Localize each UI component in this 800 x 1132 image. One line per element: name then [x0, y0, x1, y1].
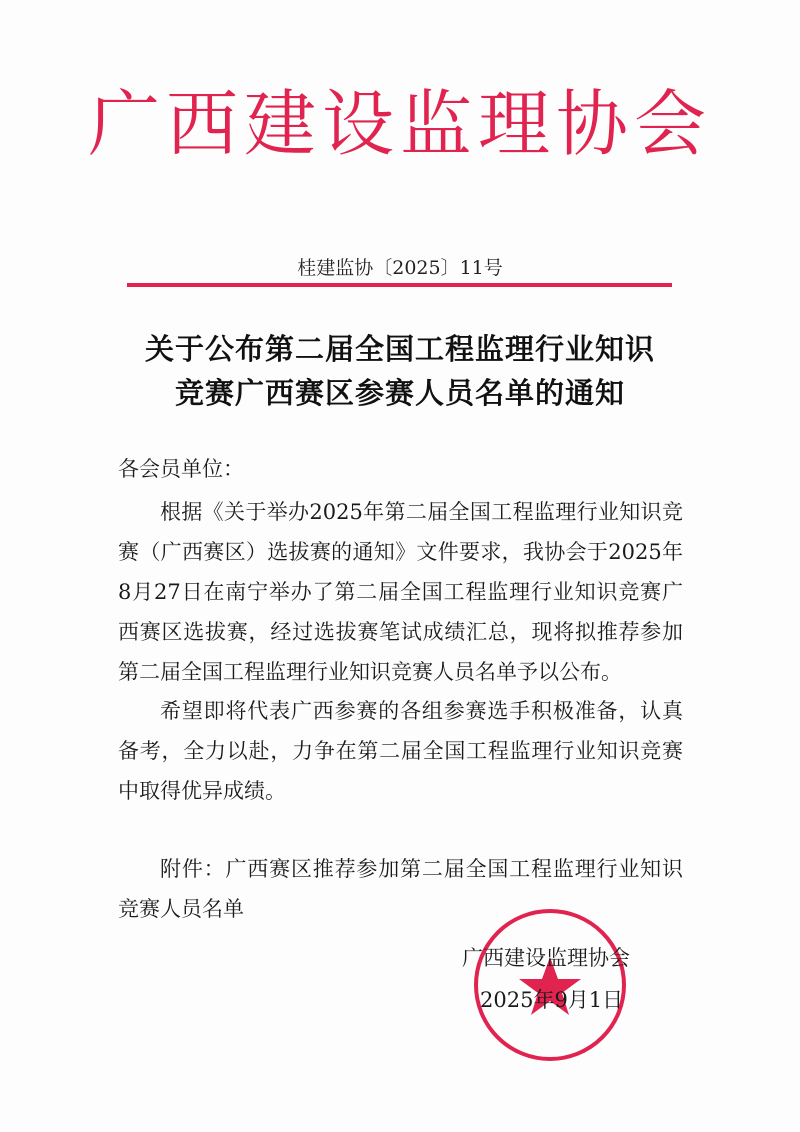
- body-paragraph-2: 希望即将代表广西参赛的各组参赛选手积极准备，认真备考，全力以赴，力争在第二届全国工程监理行业知识竞赛中取得优异成绩。: [118, 699, 683, 803]
- document-title: [100, 327, 700, 415]
- title-line-2: 竞赛广西赛区参赛人员名单的通知: [174, 376, 625, 410]
- signature-organization: 广西建设监理协会: [462, 946, 630, 970]
- body-paragraph-1: 根据《关于举办2025年第二届全国工程监理行业知识竞赛（广西赛区）选拔赛的通知》文件要求，我协会于2025年8月27日在南宁举办了第二届全国工程监理行业知识竞赛广西赛区选拔赛，经过选拔赛笔试成绩汇总，现将拟推荐参加第二届全国工程监理行业知识竞赛人员名单予以公布。: [118, 500, 683, 684]
- signature-date: 2025年9月1日: [480, 988, 624, 1012]
- salutation: 各会员单位：: [118, 457, 244, 481]
- title-line-1: 关于公布第二届全国工程监理行业知识: [144, 332, 655, 366]
- letterhead-divider: [127, 283, 672, 287]
- document-number: 桂建监协〔2025〕11号: [297, 257, 503, 279]
- attachment-note: 附件：广西赛区推荐参加第二届全国工程监理行业知识竞赛人员名单: [118, 857, 683, 921]
- organization-letterhead: 广西建设监理协会: [87, 82, 712, 166]
